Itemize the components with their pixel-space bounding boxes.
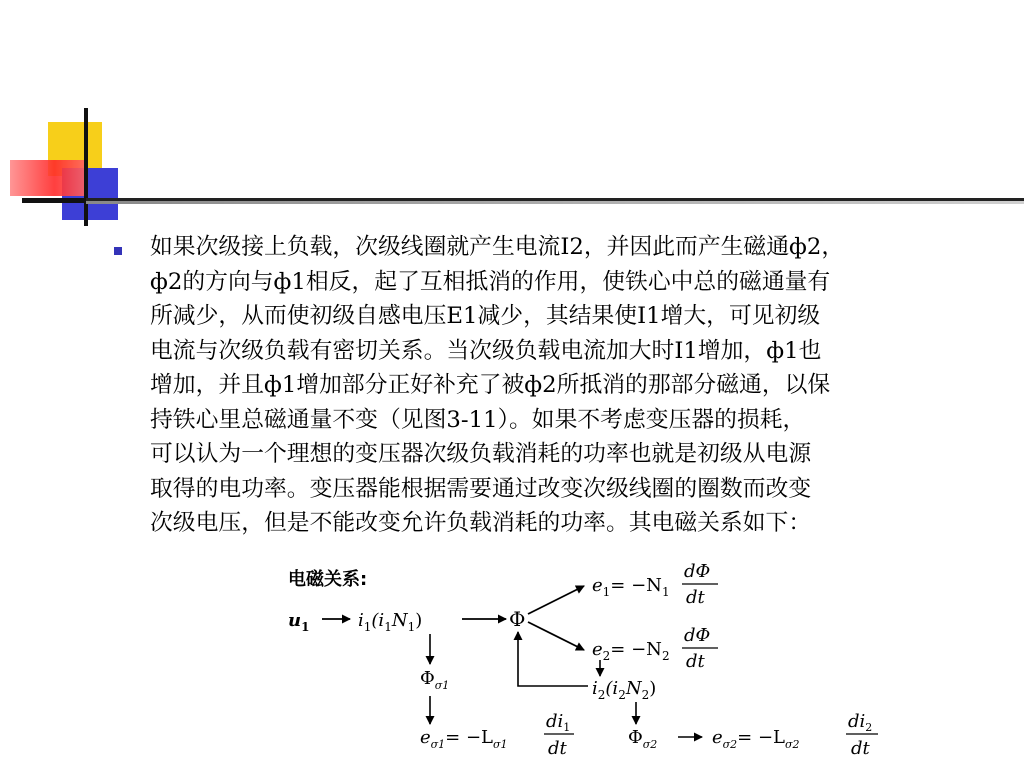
e1-fraction-numerator: dΦ	[684, 561, 711, 582]
i2-expression: $i_2(i_2N_2)$	[592, 678, 657, 702]
e1-fraction-denominator: dt	[686, 587, 705, 608]
e2-equation: $e_2= -N_2$	[592, 639, 670, 663]
e-sigma1-equation: $e_{\sigma 1}= -L_{\sigma 1}$	[420, 727, 508, 751]
paragraph-line: ф2的方向与ф1相反，起了互相抵消的作用，使铁心中总的磁通量有	[150, 268, 831, 295]
paragraph-line: 增加，并且ф1增加部分正好补充了被ф2所抵消的那部分磁通，以保	[150, 372, 831, 398]
phi-symbol: Φ	[509, 607, 526, 631]
body-paragraph	[150, 230, 1000, 541]
paragraph-line: 电流与次级负载有密切关系。当次级负载电流加大时I1增加，ф1也	[150, 337, 822, 364]
diagram-title: 电磁关系:	[288, 569, 368, 590]
arrow-phi-e1	[528, 586, 584, 614]
paragraph-line: 持铁心里总磁通量不变（见图3-11）。如果不考虑变压器的损耗，	[150, 406, 806, 433]
phi-sigma1: $\Phi_{\sigma 1}$	[420, 668, 450, 692]
bullet-marker	[114, 247, 122, 255]
paragraph-line: 可以认为一个理想的变压器次级负载消耗的功率也就是初级从电源	[150, 441, 812, 467]
feedback-arrow-i2-phi	[518, 632, 588, 686]
paragraph-line: 如果次级接上负载，次级线圈就产生电流I2，并因此而产生磁通ф2，	[150, 234, 845, 260]
phi-sigma2: $\Phi_{\sigma 2}$	[628, 727, 658, 751]
e1-equation: $e_1= -N_1$	[592, 575, 670, 599]
paragraph-line: 取得的电功率。变压器能根据需要通过改变次级线圈的圈数而改变	[150, 475, 812, 502]
e2-fraction-numerator: dΦ	[684, 625, 711, 646]
di1-numerator: $di_1$	[546, 711, 571, 734]
vertical-line-decoration	[84, 108, 88, 226]
e-sigma2-equation: $e_{\sigma 2}= -L_{\sigma 2}$	[712, 727, 800, 751]
red-gradient-decoration	[10, 160, 84, 196]
di2-denominator: dt	[851, 738, 870, 759]
arrow-phi-e2	[528, 622, 584, 650]
title-rule-shadow	[86, 201, 1024, 204]
electromagnetic-relation-diagram	[282, 560, 902, 765]
i1-expression: $i_1(i_1N_1)$	[358, 610, 423, 634]
paragraph-line: 次级电压，但是不能改变允许负载消耗的功率。其电磁关系如下：	[150, 510, 812, 536]
di1-denominator: dt	[548, 738, 567, 759]
paragraph-line: 所减少，从而使初级自感电压E1减少，其结果使I1增大，可见初级	[150, 303, 821, 329]
u1-symbol: $u_1$	[288, 610, 310, 634]
e2-fraction-denominator: dt	[686, 651, 705, 672]
di2-numerator: $di_2$	[848, 711, 873, 734]
